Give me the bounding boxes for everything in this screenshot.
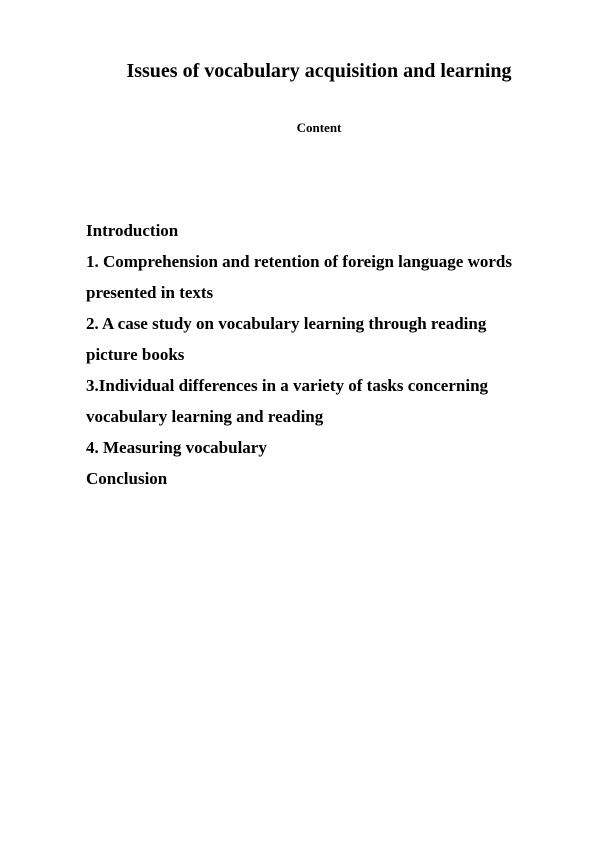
contents-heading: Content: [296, 120, 342, 135]
table-of-contents: [86, 215, 556, 494]
document-title: Issues of vocabulary acquisition and learning: [126, 60, 512, 82]
toc-item-3-line-2: vocabulary learning and reading: [86, 407, 324, 426]
toc-item-1-line-2: presented in texts: [86, 283, 214, 302]
toc-item-1-line-1: 1. Comprehension and retention of foreign language words: [86, 252, 512, 271]
toc-item-conclusion: Conclusion: [86, 469, 168, 488]
toc-item-introduction: Introduction: [86, 221, 179, 240]
toc-item-4: 4. Measuring vocabulary: [86, 438, 267, 457]
toc-item-2-line-1: 2. A case study on vocabulary learning through reading: [86, 314, 487, 333]
toc-item-2-line-2: picture books: [86, 345, 185, 364]
toc-item-3-line-1: 3.Individual differences in a variety of tasks concerning: [86, 376, 489, 395]
